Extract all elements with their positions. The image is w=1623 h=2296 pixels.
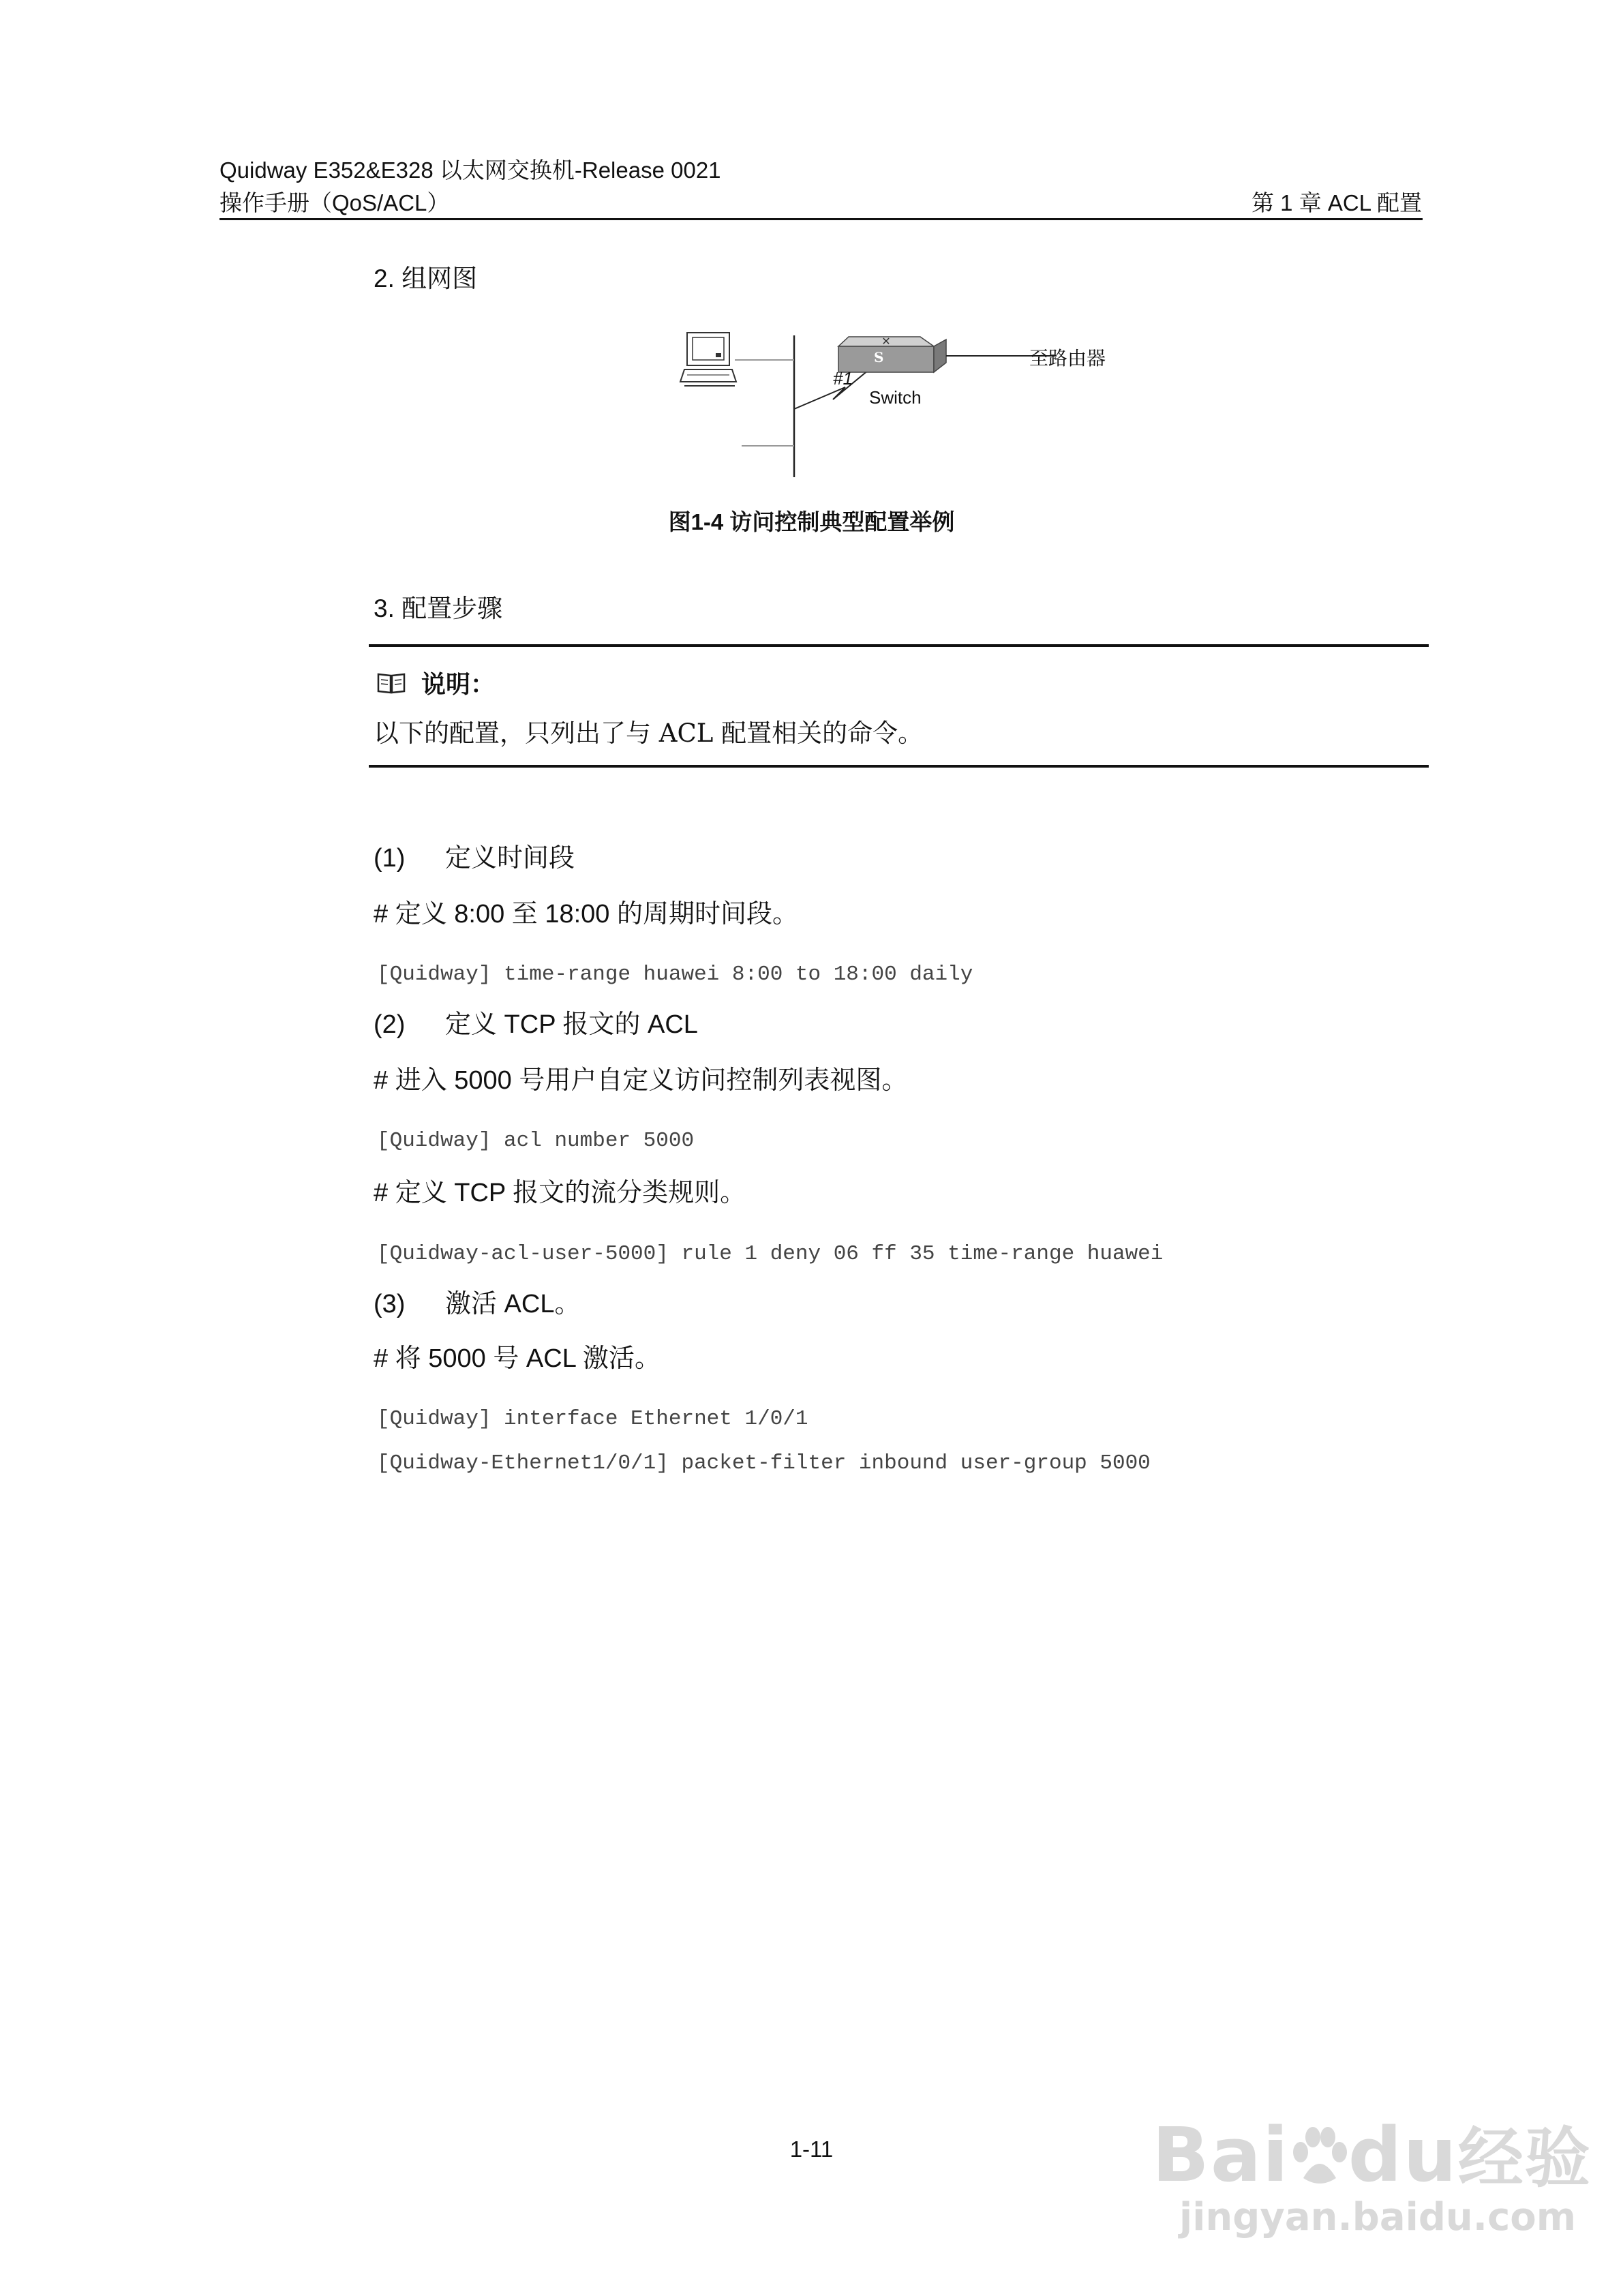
step-2-code: [Quidway] acl number 5000	[377, 1129, 695, 1153]
step-2-code-2: [Quidway-acl-user-5000] rule 1 deny 06 ff 35 time-range huawei	[377, 1242, 1164, 1266]
watermark-brand-bai: Bai	[1152, 2111, 1290, 2199]
step-2-description-2: # 定义 TCP 报文的流分类规则。	[374, 1179, 746, 1207]
switch-icon	[838, 335, 946, 372]
note-text: 以下的配置，只列出了与 ACL 配置相关的命令。	[374, 719, 924, 748]
step-1-number: (1)	[374, 844, 406, 873]
step-2-title: 定义 TCP 报文的 ACL	[445, 1010, 698, 1039]
step-1-description: # 定义 8:00 至 18:00 的周期时间段。	[374, 900, 798, 928]
note-top-rule	[369, 644, 1429, 647]
step-1-code: [Quidway] time-range huawei 8:00 to 18:00 daily	[377, 963, 973, 986]
switch-badge: S	[874, 349, 884, 365]
header-title-line1: Quidway E352&E328 以太网交换机-Release 0021	[219, 157, 721, 183]
header-title-line2: 操作手册（QoS/ACL）	[219, 190, 450, 215]
step-1-title: 定义时间段	[445, 844, 575, 873]
book-icon	[376, 671, 406, 695]
figure-caption: 图1-4 访问控制典型配置举例	[668, 509, 955, 534]
watermark-brand	[1152, 2106, 1592, 2200]
watermark	[1152, 2052, 1602, 2256]
step-3-heading	[374, 1288, 580, 1320]
paw-icon	[1290, 2117, 1348, 2178]
switch-label: Switch	[869, 387, 922, 408]
watermark-brand-cn: 经验	[1457, 2120, 1592, 2196]
step-3-title: 激活 ACL。	[445, 1290, 581, 1318]
svg-text:✕: ✕	[881, 335, 891, 348]
watermark-url: jingyan.baidu.com	[1179, 2195, 1577, 2239]
page-number: 1-11	[789, 2136, 834, 2162]
port-label: #1	[833, 368, 853, 389]
router-label: 至路由器	[1029, 347, 1106, 369]
step-3-description: # 将 5000 号 ACL 激活。	[374, 1344, 661, 1373]
watermark-brand-du: du	[1348, 2111, 1458, 2199]
step-2-description: # 进入 5000 号用户自定义访问控制列表视图。	[374, 1066, 908, 1095]
pc-icon	[680, 333, 736, 386]
step-3-code-2: [Quidway-Ethernet1/0/1] packet-filter inbound user-group 5000	[377, 1451, 1151, 1475]
step-2-heading	[374, 1009, 698, 1040]
step-3-code: [Quidway] interface Ethernet 1/0/1	[377, 1407, 808, 1431]
step-1-heading	[374, 843, 575, 874]
section-heading-config-steps: 3. 配置步骤	[374, 594, 503, 622]
note-heading	[376, 665, 495, 700]
note-title: 说明：	[421, 670, 496, 698]
network-diagram	[675, 319, 1152, 483]
step-3-number: (3)	[374, 1290, 406, 1318]
note-bottom-rule	[369, 765, 1429, 768]
header-chapter: 第 1 章 ACL 配置	[1252, 190, 1422, 215]
step-2-number: (2)	[374, 1010, 406, 1039]
header-rule	[219, 218, 1423, 220]
section-heading-network-diagram: 2. 组网图	[374, 265, 478, 292]
